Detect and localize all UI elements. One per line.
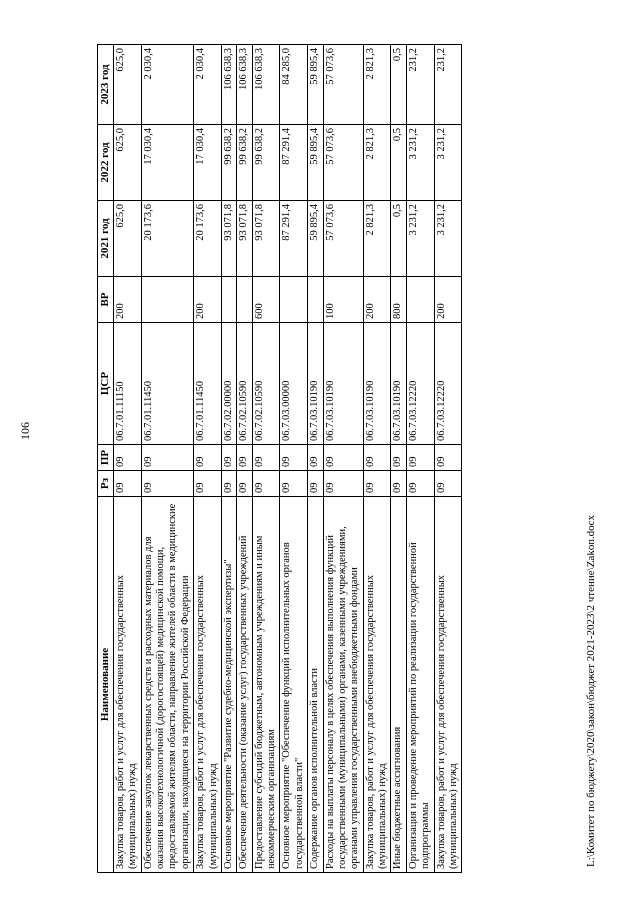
row-pr: 09 xyxy=(308,445,323,471)
budget-table-container xyxy=(97,45,572,873)
row-rz: 09 xyxy=(221,471,236,497)
row-csr: 06.7.01.11150 xyxy=(113,323,141,445)
row-2021: 59 895,4 xyxy=(308,201,323,277)
row-vr: 200 xyxy=(434,277,462,323)
row-2021: 57 073,6 xyxy=(323,201,363,277)
table-row xyxy=(280,45,308,873)
row-pr: 09 xyxy=(252,445,280,471)
row-rz: 09 xyxy=(252,471,280,497)
row-vr: 800 xyxy=(391,277,406,323)
row-2022: 625,0 xyxy=(113,125,141,201)
row-vr: 200 xyxy=(113,277,141,323)
row-2023: 0,5 xyxy=(391,45,406,125)
row-2021: 625,0 xyxy=(113,201,141,277)
row-csr: 06.7.01.11450 xyxy=(194,323,222,445)
row-2023: 106 638,3 xyxy=(221,45,236,125)
row-pr: 09 xyxy=(237,445,252,471)
row-2021: 20 173,6 xyxy=(141,201,194,277)
row-vr xyxy=(237,277,252,323)
row-name: Основное мероприятие "Развитие судебно-медицинской экспертизы" xyxy=(221,497,236,873)
row-name: Предоставление субсидий бюджетным, автономным учреждениям и иным некоммерческим организациям xyxy=(252,497,280,873)
row-csr: 06.7.03.00000 xyxy=(280,323,308,445)
row-2021: 93 071,8 xyxy=(221,201,236,277)
header-name: Наименование xyxy=(98,497,114,873)
row-2021: 2 821,3 xyxy=(363,201,391,277)
row-2021: 93 071,8 xyxy=(252,201,280,277)
row-2023: 106 638,3 xyxy=(237,45,252,125)
row-2022: 57 073,6 xyxy=(323,125,363,201)
row-pr: 09 xyxy=(434,445,462,471)
row-pr: 09 xyxy=(280,445,308,471)
row-csr: 06.7.01.11450 xyxy=(141,323,194,445)
row-rz: 09 xyxy=(406,471,434,497)
row-vr xyxy=(221,277,236,323)
row-2023: 2 030,4 xyxy=(194,45,222,125)
row-name: Иные бюджетные ассигнования xyxy=(391,497,406,873)
header-csr: ЦСР xyxy=(98,323,114,445)
header-2021: 2021 год xyxy=(98,201,114,277)
row-name: Организация и проведение мероприятий по реализации государственной подпрограммы xyxy=(406,497,434,873)
row-2022: 3 231,2 xyxy=(434,125,462,201)
table-row xyxy=(323,45,363,873)
row-name: Закупка товаров, работ и услуг для обеспечения государственных (муниципальных) нужд xyxy=(194,497,222,873)
row-2022: 59 895,4 xyxy=(308,125,323,201)
row-2023: 57 073,6 xyxy=(323,45,363,125)
row-rz: 09 xyxy=(237,471,252,497)
row-2022: 99 638,2 xyxy=(221,125,236,201)
row-csr: 06.7.03.12220 xyxy=(434,323,462,445)
row-csr: 06.7.02.10590 xyxy=(237,323,252,445)
row-pr: 09 xyxy=(113,445,141,471)
table-row xyxy=(252,45,280,873)
row-name: Закупка товаров, работ и услуг для обеспечения государственных (муниципальных) нужд xyxy=(363,497,391,873)
row-2021: 0,5 xyxy=(391,201,406,277)
row-pr: 09 xyxy=(141,445,194,471)
row-2021: 93 071,8 xyxy=(237,201,252,277)
row-vr xyxy=(280,277,308,323)
table-header-row xyxy=(98,45,114,873)
row-csr: 06.7.03.10190 xyxy=(391,323,406,445)
row-2022: 17 030,4 xyxy=(194,125,222,201)
table-row xyxy=(113,45,141,873)
row-rz: 09 xyxy=(434,471,462,497)
row-rz: 09 xyxy=(308,471,323,497)
row-vr: 200 xyxy=(363,277,391,323)
header-vr: ВР xyxy=(98,277,114,323)
row-2023: 84 285,0 xyxy=(280,45,308,125)
row-name: Закупка товаров, работ и услуг для обеспечения государственных (муниципальных) нужд xyxy=(434,497,462,873)
row-vr: 600 xyxy=(252,277,280,323)
table-row xyxy=(141,45,194,873)
table-row xyxy=(406,45,434,873)
table-row xyxy=(363,45,391,873)
row-2023: 106 638,3 xyxy=(252,45,280,125)
row-2022: 17 030,4 xyxy=(141,125,194,201)
row-vr xyxy=(308,277,323,323)
row-name: Содержание органов исполнительной власти xyxy=(308,497,323,873)
row-vr xyxy=(141,277,194,323)
row-csr: 06.7.02.10590 xyxy=(252,323,280,445)
row-2022: 87 291,4 xyxy=(280,125,308,201)
table-row xyxy=(391,45,406,873)
page-number: 106 xyxy=(18,422,32,440)
row-2023: 2 030,4 xyxy=(141,45,194,125)
row-rz: 09 xyxy=(194,471,222,497)
header-2023: 2023 год xyxy=(98,45,114,125)
header-2022: 2022 год xyxy=(98,125,114,201)
row-pr: 09 xyxy=(323,445,363,471)
row-2022: 2 821,3 xyxy=(363,125,391,201)
row-csr: 06.7.03.12220 xyxy=(406,323,434,445)
row-name: Закупка товаров, работ и услуг для обеспечения государственных (муниципальных) нужд xyxy=(113,497,141,873)
footer-file-path: L:\Комитет по бюджету\2020\закон\бюджет 2021-2023\2 чтение\Zakon.docx xyxy=(585,515,597,867)
table-row xyxy=(237,45,252,873)
row-2021: 87 291,4 xyxy=(280,201,308,277)
row-csr: 06.7.03.10190 xyxy=(308,323,323,445)
row-pr: 09 xyxy=(221,445,236,471)
row-rz: 09 xyxy=(363,471,391,497)
budget-table xyxy=(97,44,462,873)
row-rz: 09 xyxy=(141,471,194,497)
table-row xyxy=(308,45,323,873)
row-2022: 99 638,2 xyxy=(237,125,252,201)
row-name: Обеспечение деятельности (оказание услуг) государственных учреждений xyxy=(237,497,252,873)
row-2023: 231,2 xyxy=(434,45,462,125)
row-pr: 09 xyxy=(194,445,222,471)
row-2023: 625,0 xyxy=(113,45,141,125)
row-2023: 231,2 xyxy=(406,45,434,125)
row-2021: 20 173,6 xyxy=(194,201,222,277)
table-row xyxy=(194,45,222,873)
header-rz: Рз xyxy=(98,471,114,497)
row-vr: 200 xyxy=(194,277,222,323)
row-csr: 06.7.03.10190 xyxy=(363,323,391,445)
header-pr: ПР xyxy=(98,445,114,471)
row-vr: 100 xyxy=(323,277,363,323)
row-vr xyxy=(406,277,434,323)
row-pr: 09 xyxy=(406,445,434,471)
row-2021: 3 231,2 xyxy=(406,201,434,277)
row-pr: 09 xyxy=(363,445,391,471)
row-name: Расходы на выплаты персоналу в целях обеспечения выполнения функций государственными (муниципальными) органами, казенными учреждениями, органами управления государственными внебюджетными фондами xyxy=(323,497,363,873)
row-2022: 99 638,2 xyxy=(252,125,280,201)
table-row xyxy=(434,45,462,873)
row-2023: 59 895,4 xyxy=(308,45,323,125)
row-name: Обеспечение закупок лекарственных средств и расходных материалов для оказания высокотехнологичной (дорогостоящей) медицинской помощи, предоставляемой жителям области, направление жителей области в медицинские организации, находящиеся на территории Российской Федерации xyxy=(141,497,194,873)
row-rz: 09 xyxy=(280,471,308,497)
row-2021: 3 231,2 xyxy=(434,201,462,277)
row-rz: 09 xyxy=(323,471,363,497)
row-2022: 0,5 xyxy=(391,125,406,201)
row-2022: 3 231,2 xyxy=(406,125,434,201)
row-csr: 06.7.02.00000 xyxy=(221,323,236,445)
row-2023: 2 821,3 xyxy=(363,45,391,125)
row-pr: 09 xyxy=(391,445,406,471)
row-rz: 09 xyxy=(113,471,141,497)
row-rz: 09 xyxy=(391,471,406,497)
row-name: Основное мероприятие "Обеспечение функций исполнительных органов государственной власти" xyxy=(280,497,308,873)
table-row xyxy=(221,45,236,873)
row-csr: 06.7.03.10190 xyxy=(323,323,363,445)
